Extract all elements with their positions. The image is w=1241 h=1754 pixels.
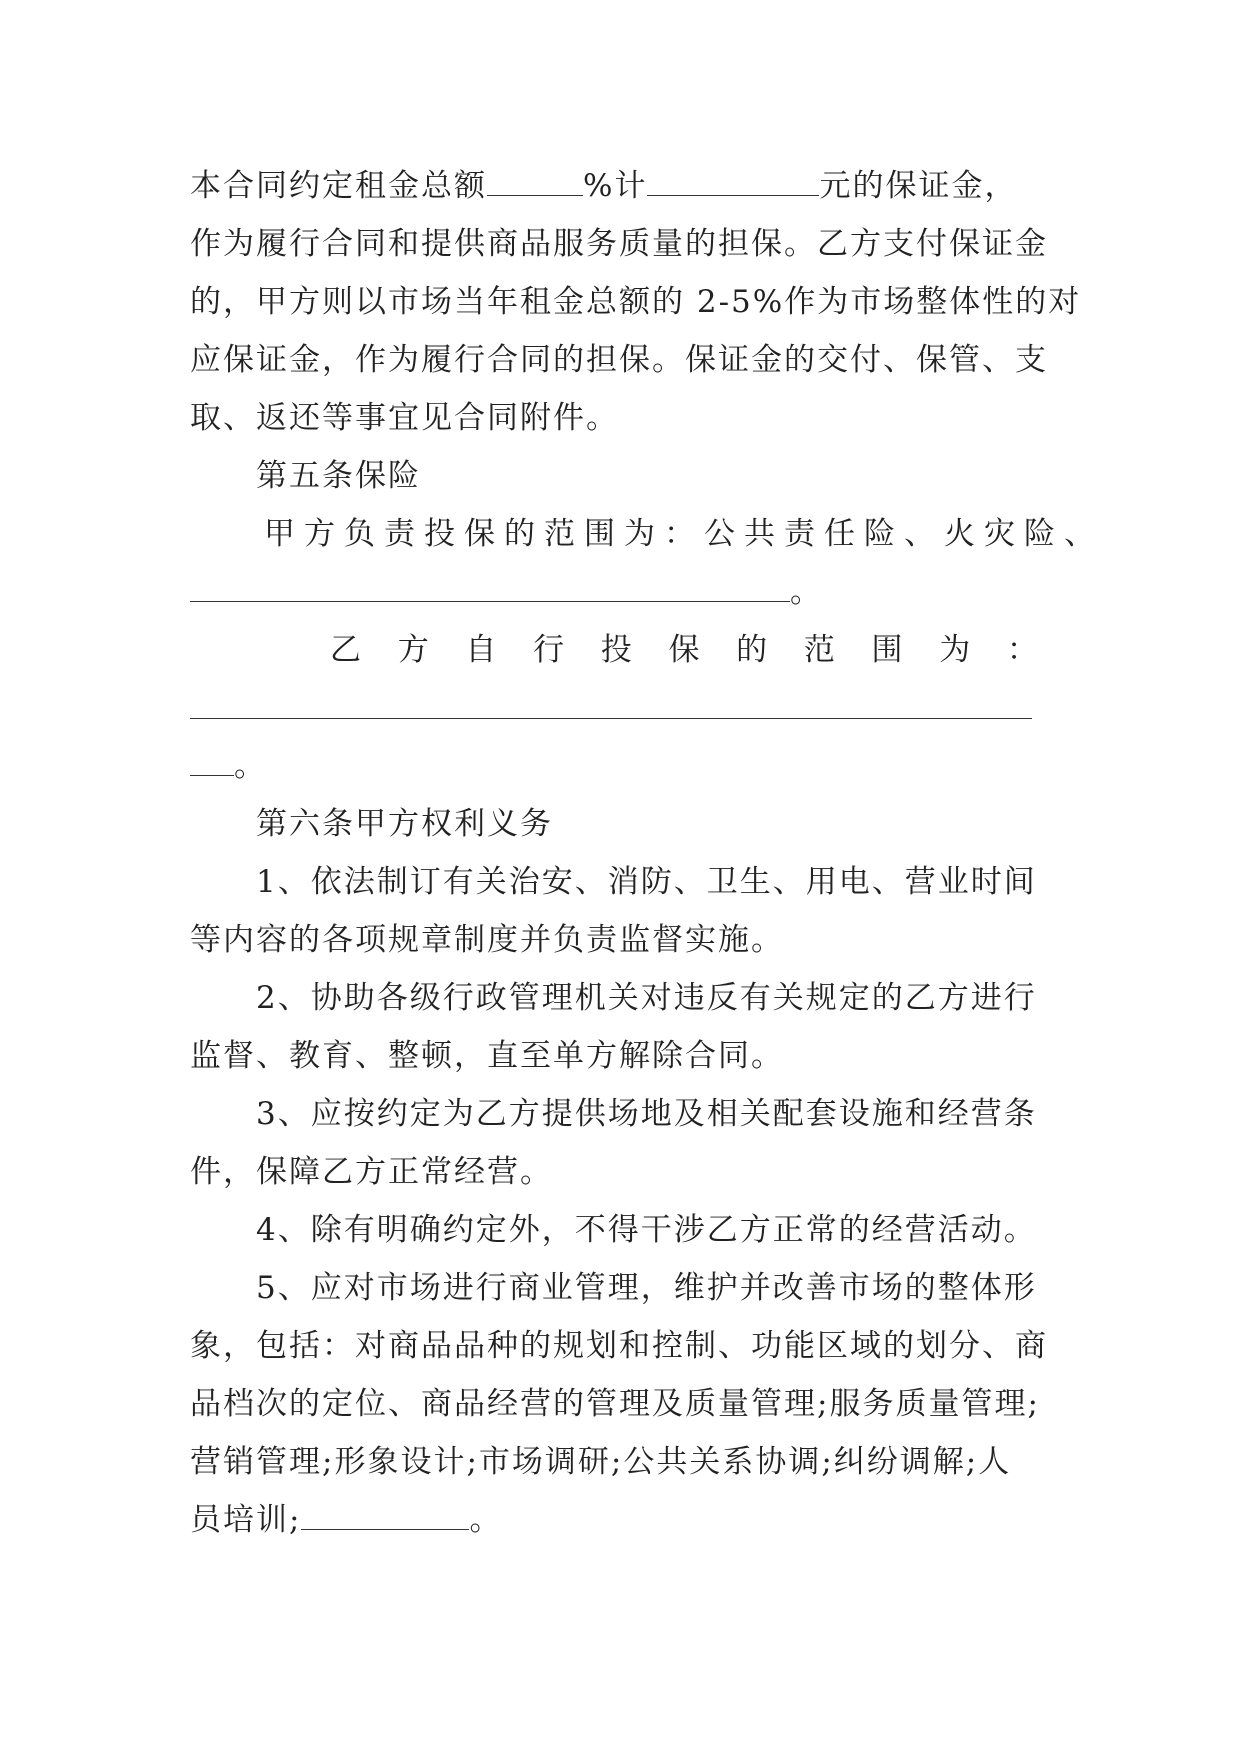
blank-insurance-a — [190, 601, 790, 602]
spread-char: 保 — [668, 632, 702, 668]
spread-char: ： — [1006, 632, 1040, 668]
spread-char: 方 — [397, 632, 431, 668]
deposit-line-2: 作为履行合同和提供商品服务质量的担保。乙方支付保证金 — [190, 226, 1048, 262]
article-5-party-b-blank-line — [190, 718, 1032, 719]
article-5-title: 第五条保险 — [256, 458, 421, 494]
spread-char: 围 — [871, 632, 905, 668]
spread-char: 乙 — [330, 632, 363, 668]
deposit-line-4: 应保证金，作为履行合同的担保。保证金的交付、保管、支 — [190, 342, 1048, 378]
item-3-line-1: 3、应按约定为乙方提供场地及相关配套设施和经营条 — [256, 1096, 1037, 1132]
item-5-line-5 — [190, 1500, 1050, 1540]
item-5-line-4: 营销管理;形象设计;市场调研;公共关系协调;纠纷调解;人 — [190, 1444, 1012, 1480]
spread-char: 的 — [736, 632, 770, 668]
item-5-line-1: 5、应对市场进行商业管理，维护并改善市场的整体形 — [256, 1270, 1037, 1306]
spread-char: 投 — [600, 632, 634, 668]
text-segment: 本合同约定租金总额 — [190, 168, 487, 204]
text-segment: 。 — [790, 574, 823, 610]
item-2-line-2: 监督、教育、整顿，直至单方解除合同。 — [190, 1038, 784, 1074]
item-5-line-2: 象，包括：对商品品种的规划和控制、功能区域的划分、商 — [190, 1328, 1048, 1364]
blank-insurance-b-tail — [190, 775, 234, 776]
item-1-line-2: 等内容的各项规章制度并负责监督实施。 — [190, 922, 784, 958]
item-5-line-3: 品档次的定位、商品经营的管理及质量管理;服务质量管理; — [190, 1386, 1040, 1422]
article-6-title: 第六条甲方权利义务 — [256, 806, 553, 842]
spread-char: 范 — [803, 632, 837, 668]
article-5-party-b-blank-end — [190, 746, 1050, 786]
item-4-line-1: 4、除有明确约定外，不得干涉乙方正常的经营活动。 — [256, 1212, 1037, 1248]
article-5-party-b-scope — [330, 630, 1190, 670]
spread-char: 行 — [533, 632, 567, 668]
article-5-party-a-blank-line — [190, 572, 1050, 612]
blank-training — [301, 1529, 469, 1530]
text-segment: 。 — [469, 1502, 503, 1538]
deposit-line-5: 取、返还等事宜见合同附件。 — [190, 400, 619, 436]
article-5-party-a-scope: 甲方负责投保的范围为：公共责任险、火灾险、 — [264, 516, 1104, 552]
deposit-line-1 — [190, 166, 1050, 206]
spread-char: 为 — [939, 632, 973, 668]
deposit-line-3: 的，甲方则以市场当年租金总额的 2-5%作为市场整体性的对 — [190, 284, 1082, 320]
text-segment: 元的保证金， — [819, 168, 1018, 204]
item-3-line-2: 件，保障乙方正常经营。 — [190, 1154, 553, 1190]
blank-percent — [487, 195, 583, 196]
item-1-line-1: 1、依法制订有关治安、消防、卫生、用电、营业时间 — [256, 864, 1037, 900]
text-segment: %计 — [583, 168, 648, 204]
item-2-line-1: 2、协助各级行政管理机关对违反有关规定的乙方进行 — [256, 980, 1037, 1016]
text-segment: 。 — [234, 748, 267, 784]
blank-amount — [647, 195, 819, 196]
text-segment: 员培训; — [190, 1502, 302, 1538]
spread-char: 自 — [465, 632, 499, 668]
